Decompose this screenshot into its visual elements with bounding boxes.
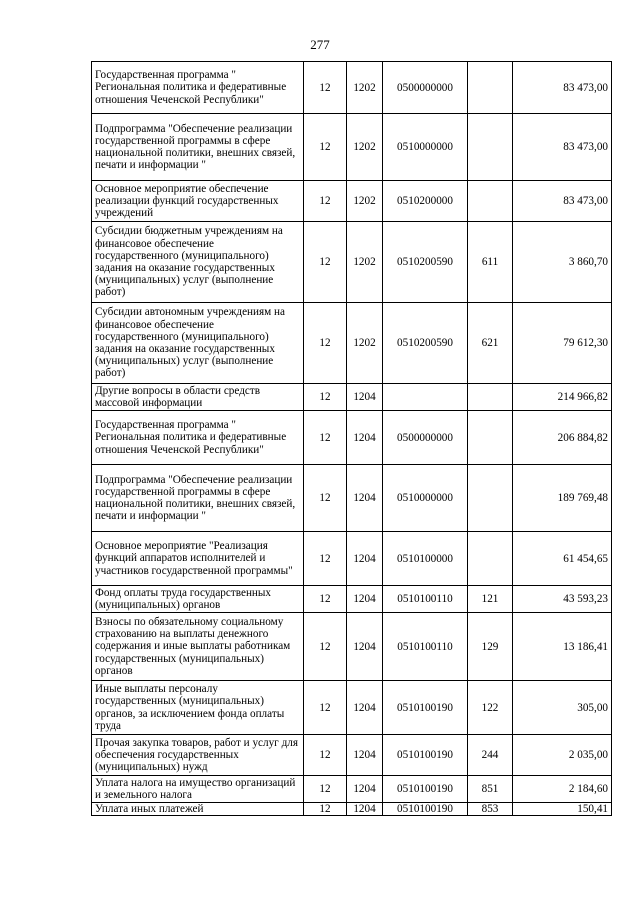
budget-table — [91, 61, 612, 816]
target-article-cell: 0510200590 — [383, 303, 468, 384]
subsection-code-cell: 1204 — [347, 776, 383, 803]
amount-cell: 305,00 — [513, 681, 612, 735]
subsection-code-cell: 1204 — [347, 411, 383, 465]
expense-name-cell: Государственная программа " Региональная политика и федеративные отношения Чеченской Республики" — [92, 411, 304, 465]
expense-type-cell — [468, 384, 513, 411]
section-code-cell: 12 — [304, 114, 347, 181]
table-row — [92, 222, 612, 303]
expense-name-cell: Иные выплаты персоналу государственных (муниципальных) органов, за исключением фонда оплаты труда — [92, 681, 304, 735]
expense-name-cell: Субсидии бюджетным учреждениям на финансовое обеспечение государственного (муниципального) задания на оказание государственных (муниципальных) услуг (выполнение работ) — [92, 222, 304, 303]
subsection-code-cell: 1204 — [347, 803, 383, 816]
table-row — [92, 114, 612, 181]
expense-name-cell: Субсидии автономным учреждениям на финансовое обеспечение государственного (муниципального) задания на оказание государственных (муниципальных) услуг (выполнение работ) — [92, 303, 304, 384]
expense-type-cell: 851 — [468, 776, 513, 803]
subsection-code-cell: 1204 — [347, 735, 383, 776]
page-number: 277 — [310, 37, 330, 52]
table-row — [92, 303, 612, 384]
target-article-cell: 0510100190 — [383, 735, 468, 776]
section-code-cell: 12 — [304, 384, 347, 411]
expense-type-cell — [468, 532, 513, 586]
amount-cell: 61 454,65 — [513, 532, 612, 586]
expense-type-cell: 244 — [468, 735, 513, 776]
table-row — [92, 384, 612, 411]
amount-cell: 189 769,48 — [513, 465, 612, 532]
expense-type-cell: 611 — [468, 222, 513, 303]
subsection-code-cell: 1204 — [347, 384, 383, 411]
budget-table-body — [92, 62, 612, 816]
expense-type-cell: 121 — [468, 586, 513, 613]
subsection-code-cell: 1204 — [347, 465, 383, 532]
amount-cell: 2 035,00 — [513, 735, 612, 776]
table-row — [92, 465, 612, 532]
expense-type-cell: 129 — [468, 613, 513, 681]
target-article-cell: 0510200000 — [383, 181, 468, 222]
section-code-cell: 12 — [304, 735, 347, 776]
expense-type-cell — [468, 465, 513, 532]
amount-cell: 79 612,30 — [513, 303, 612, 384]
table-row — [92, 735, 612, 776]
target-article-cell: 0510100190 — [383, 803, 468, 816]
subsection-code-cell: 1204 — [347, 532, 383, 586]
subsection-code-cell: 1202 — [347, 114, 383, 181]
amount-cell: 214 966,82 — [513, 384, 612, 411]
section-code-cell: 12 — [304, 613, 347, 681]
expense-name-cell: Фонд оплаты труда государственных (муниципальных) органов — [92, 586, 304, 613]
expense-type-cell — [468, 62, 513, 114]
expense-name-cell: Основное мероприятие "Реализация функций аппаратов исполнителей и участников государственной программы" — [92, 532, 304, 586]
amount-cell: 43 593,23 — [513, 586, 612, 613]
amount-cell: 83 473,00 — [513, 181, 612, 222]
section-code-cell: 12 — [304, 62, 347, 114]
table-row — [92, 532, 612, 586]
amount-cell: 150,41 — [513, 803, 612, 816]
expense-name-cell: Прочая закупка товаров, работ и услуг для обеспечения государственных (муниципальных) нужд — [92, 735, 304, 776]
subsection-code-cell: 1202 — [347, 303, 383, 384]
expense-name-cell: Уплата иных платежей — [92, 803, 304, 816]
table-row — [92, 681, 612, 735]
expense-name-cell: Основное мероприятие обеспечение реализации функций государственных учреждений — [92, 181, 304, 222]
target-article-cell: 0510100110 — [383, 613, 468, 681]
subsection-code-cell: 1202 — [347, 62, 383, 114]
table-row — [92, 586, 612, 613]
expense-type-cell — [468, 114, 513, 181]
table-row — [92, 181, 612, 222]
target-article-cell: 0500000000 — [383, 411, 468, 465]
amount-cell: 13 186,41 — [513, 613, 612, 681]
table-row — [92, 776, 612, 803]
section-code-cell: 12 — [304, 681, 347, 735]
table-row — [92, 613, 612, 681]
section-code-cell: 12 — [304, 803, 347, 816]
expense-type-cell: 621 — [468, 303, 513, 384]
target-article-cell: 0510200590 — [383, 222, 468, 303]
section-code-cell: 12 — [304, 586, 347, 613]
target-article-cell: 0500000000 — [383, 62, 468, 114]
expense-name-cell: Другие вопросы в области средств массовой информации — [92, 384, 304, 411]
amount-cell: 206 884,82 — [513, 411, 612, 465]
section-code-cell: 12 — [304, 465, 347, 532]
target-article-cell: 0510100000 — [383, 532, 468, 586]
expense-type-cell: 122 — [468, 681, 513, 735]
section-code-cell: 12 — [304, 222, 347, 303]
expense-type-cell — [468, 411, 513, 465]
expense-name-cell: Подпрограмма "Обеспечение реализации государственной программы в сфере национальной политики, внешних связей, печати и информации " — [92, 465, 304, 532]
amount-cell: 83 473,00 — [513, 114, 612, 181]
expense-name-cell: Государственная программа " Региональная политика и федеративные отношения Чеченской Республики" — [92, 62, 304, 114]
expense-name-cell: Уплата налога на имущество организаций и земельного налога — [92, 776, 304, 803]
target-article-cell — [383, 384, 468, 411]
table-row — [92, 411, 612, 465]
amount-cell: 2 184,60 — [513, 776, 612, 803]
expense-name-cell: Взносы по обязательному социальному страхованию на выплаты денежного содержания и иные выплаты работникам государственных (муниципальных) органов — [92, 613, 304, 681]
expense-type-cell — [468, 181, 513, 222]
amount-cell: 83 473,00 — [513, 62, 612, 114]
subsection-code-cell: 1202 — [347, 181, 383, 222]
subsection-code-cell: 1202 — [347, 222, 383, 303]
subsection-code-cell: 1204 — [347, 613, 383, 681]
section-code-cell: 12 — [304, 181, 347, 222]
amount-cell: 3 860,70 — [513, 222, 612, 303]
section-code-cell: 12 — [304, 776, 347, 803]
target-article-cell: 0510100190 — [383, 776, 468, 803]
section-code-cell: 12 — [304, 303, 347, 384]
target-article-cell: 0510100110 — [383, 586, 468, 613]
subsection-code-cell: 1204 — [347, 586, 383, 613]
expense-name-cell: Подпрограмма "Обеспечение реализации государственной программы в сфере национальной политики, внешних связей, печати и информации " — [92, 114, 304, 181]
target-article-cell: 0510100190 — [383, 681, 468, 735]
table-row — [92, 803, 612, 816]
table-row — [92, 62, 612, 114]
section-code-cell: 12 — [304, 532, 347, 586]
expense-type-cell: 853 — [468, 803, 513, 816]
section-code-cell: 12 — [304, 411, 347, 465]
target-article-cell: 0510000000 — [383, 465, 468, 532]
target-article-cell: 0510000000 — [383, 114, 468, 181]
subsection-code-cell: 1204 — [347, 681, 383, 735]
